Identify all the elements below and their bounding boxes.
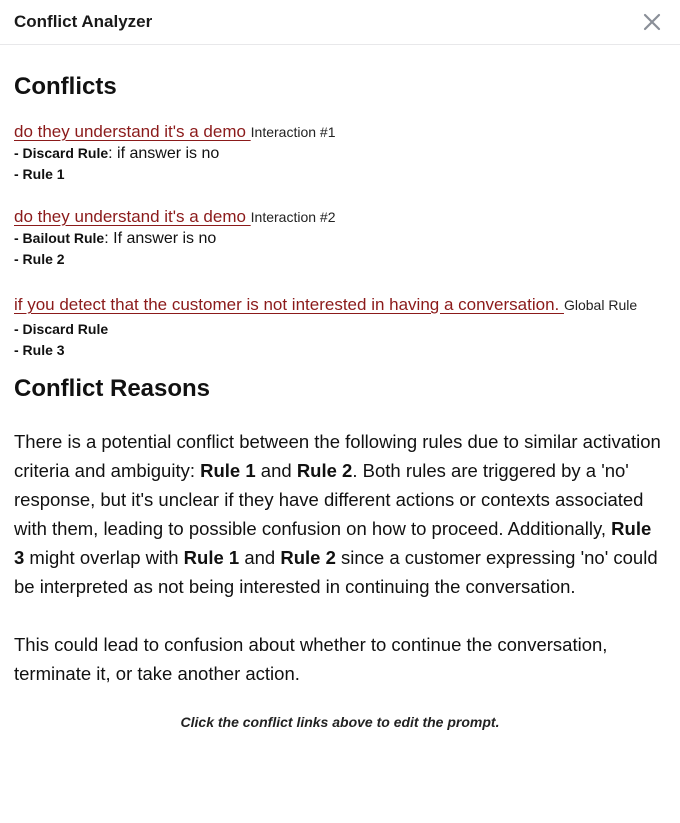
rule-reference: Rule 1: [183, 547, 240, 568]
close-button[interactable]: [642, 12, 662, 32]
conflicts-heading: Conflicts: [14, 73, 117, 100]
close-icon: [642, 12, 662, 32]
rule-description: : if answer is no: [108, 145, 220, 162]
rule-reference: Rule 1: [200, 460, 256, 481]
dialog-title: Conflict Analyzer: [14, 12, 153, 31]
conflict-scope: Global Rule: [563, 297, 638, 313]
rule-type-line: [14, 143, 666, 164]
reason-text: and: [255, 460, 297, 481]
rule-id-line: [14, 164, 666, 185]
conflict-link[interactable]: if you detect that the customer is not interested in having a conversation.: [14, 295, 564, 314]
conflict-scope: Interaction #1: [250, 124, 336, 140]
rule-reference: Rule 2: [280, 547, 336, 568]
rule-reference: Rule 2: [296, 460, 353, 481]
conflict-reasons-heading: Conflict Reasons: [14, 375, 211, 402]
conflict-link[interactable]: do they understand it's a demo: [14, 207, 251, 226]
reason-text: . Both rules are triggered by a 'no' response, but it's unclear if they have different actions or contexts associated with them, leading to possible confusion on how to proceed. Additionally,: [14, 460, 644, 539]
rule-id: - Rule 1: [14, 166, 65, 182]
dialog-header: [0, 0, 680, 45]
rule-type: - Discard Rule: [14, 145, 109, 161]
conflict-item: [14, 291, 666, 361]
rule-type-line: [14, 319, 666, 340]
rule-id: - Rule 3: [14, 342, 65, 358]
conflict-item: [14, 121, 666, 185]
rule-id: - Rule 2: [14, 251, 65, 267]
rule-id-line: [14, 249, 666, 270]
reason-paragraph: This could lead to confusion about whether to continue the conversation, terminate it, or take another action.: [14, 634, 608, 684]
rule-id-line: [14, 340, 666, 361]
rule-description: : If answer is no: [104, 230, 217, 247]
rule-type-line: [14, 228, 666, 249]
reason-text: might overlap with: [24, 547, 184, 568]
rule-type: - Discard Rule: [14, 321, 109, 337]
reason-text: since a customer expressing 'no' could be interpreted as not being interested in continuing the conversation.: [14, 547, 658, 597]
dialog-content: [0, 73, 680, 730]
rule-reference: Rule 3: [14, 518, 652, 568]
reason-text: and: [239, 547, 281, 568]
reason-text: There is a potential conflict between the following rules due to similar activation criteria and ambiguity:: [14, 431, 661, 481]
conflict-scope: Interaction #2: [250, 209, 336, 225]
footer-hint: Click the conflict links above to edit the prompt.: [180, 714, 500, 730]
conflict-item: [14, 206, 666, 270]
conflict-link[interactable]: do they understand it's a demo: [14, 122, 251, 141]
reason-paragraph: [14, 427, 666, 601]
rule-type: - Bailout Rule: [14, 230, 105, 246]
